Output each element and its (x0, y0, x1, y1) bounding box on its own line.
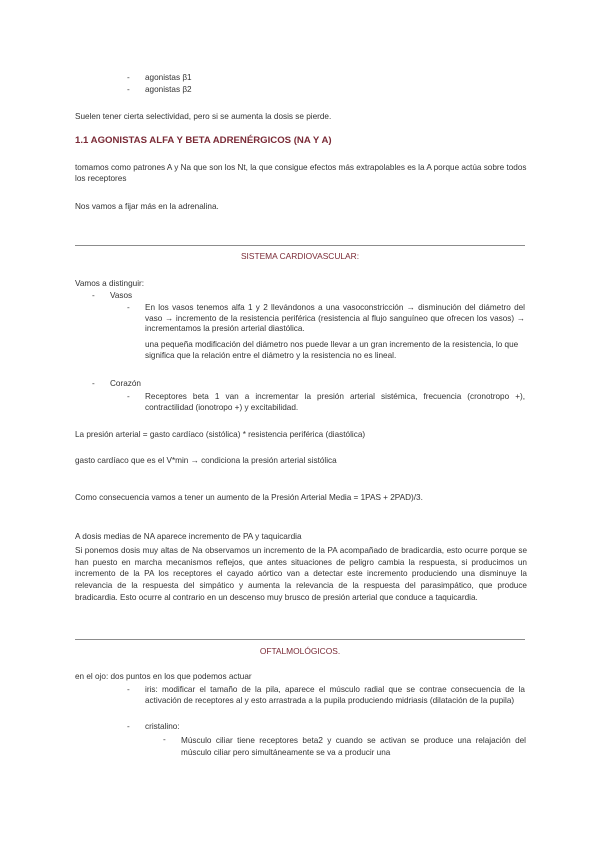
heading-agonistas-alfa-beta: 1.1 AGONISTAS ALFA Y BETA ADRENÉRGICOS (NA Y A) (75, 135, 332, 146)
paragraph-gasto-cardiaco: gasto cardíaco que es el V*min → condiciona la presión arterial sistólica (75, 456, 337, 465)
paragraph-patrones: tomamos como patrones A y Na que son los Nt, la que consigue efectos más extrapolables es la A porque actúa sobre todos los receptores (75, 163, 527, 183)
paragraph-distinguir: Vamos a distinguir: (75, 279, 145, 288)
section-divider (75, 639, 525, 640)
paragraph-adrenalina: Nos vamos a fijar más en la adrenalina. (75, 202, 219, 211)
list-dash: - (163, 735, 166, 744)
section-divider (75, 245, 525, 246)
section-title-cardiovascular: SISTEMA CARDIOVASCULAR: (240, 251, 360, 261)
list-dash: - (127, 392, 130, 401)
list-dash: - (92, 291, 95, 300)
list-dash: - (127, 85, 130, 94)
paragraph-dosis-medias: A dosis medias de NA aparece incremento de PA y taquicardia (75, 532, 302, 541)
list-dash: - (127, 73, 130, 82)
paragraph-dosis-altas: Si ponemos dosis muy altas de Na observamos un incremento de la PA acompañado de bradicardia, esto ocurre porque se han puesto en marcha mecanismos reflejos, que antes situaciones de peligro cambia la respuesta, si producimos un incremento de la PA los receptores el cayado aórtico van a detectar este incremento produciendo una disminuye la relevancia de la respuesta del simpático y aumenta la relevancia de la respuesta del parasimpático, que produce bradicardia. Esto ocurre al contrario en un descenso muy brusco de presión arterial que conduce a taquicardia. (75, 546, 527, 602)
list-dash: - (127, 722, 130, 731)
paragraph-musculo-ciliar: Músculo ciliar tiene receptores beta2 y cuando se activan se produce una relajación del músculo ciliar pero simultáneamente se va a producir una (181, 736, 526, 757)
list-dash: - (127, 685, 130, 694)
paragraph-ojo: en el ojo: dos puntos en los que podemos actuar (75, 672, 252, 681)
list-item-corazon: Corazón (110, 379, 141, 388)
paragraph-corazon: Receptores beta 1 van a incrementar la presión arterial sistémica, frecuencia (cronotropo +), contractilidad (ionotropo +) y excitabilidad. (145, 392, 525, 412)
list-item-cristalino: cristalino: (145, 722, 180, 731)
paragraph-vasos: En los vasos tenemos alfa 1 y 2 llevándonos a una vasoconstricción → disminución del diámetro del vaso → incremento de la resistencia periférica (resistencia al flujo sanguíneo que ofrecen los vasos) → incrementamos la presión arterial diastólica. (145, 303, 525, 334)
paragraph-iris: iris: modificar el tamaño de la pila, aparece el músculo radial que se contrae consecuencia de la activación de receptores al y esto arrastrada a la pupila produciendo midriasis (dilatación de la pupila) (145, 685, 525, 705)
list-item-vasos: Vasos (110, 291, 133, 300)
list-item-agonistas-b1: agonistas β1 (145, 73, 192, 82)
paragraph-presion-media: Como consecuencia vamos a tener un aumento de la Presión Arterial Media = 1PAS + 2PAD)/3. (75, 493, 423, 502)
paragraph-presion-arterial: La presión arterial = gasto cardíaco (sistólica) * resistencia periférica (diastólica) (75, 430, 366, 439)
list-item-agonistas-b2: agonistas β2 (145, 85, 192, 94)
paragraph-selectividad: Suelen tener cierta selectividad, pero si se aumenta la dosis se pierde. (75, 112, 332, 121)
list-dash: - (127, 303, 130, 312)
paragraph-vasos-resistencia: una pequeña modificación del diámetro nos puede llevar a un gran incremento de la resistencia, lo que significa que la relación entre el diámetro y la resistencia no es lineal. (145, 340, 519, 360)
list-dash: - (92, 379, 95, 388)
section-title-oftalmologicos: OFTALMOLÓGICOS. (259, 646, 341, 656)
